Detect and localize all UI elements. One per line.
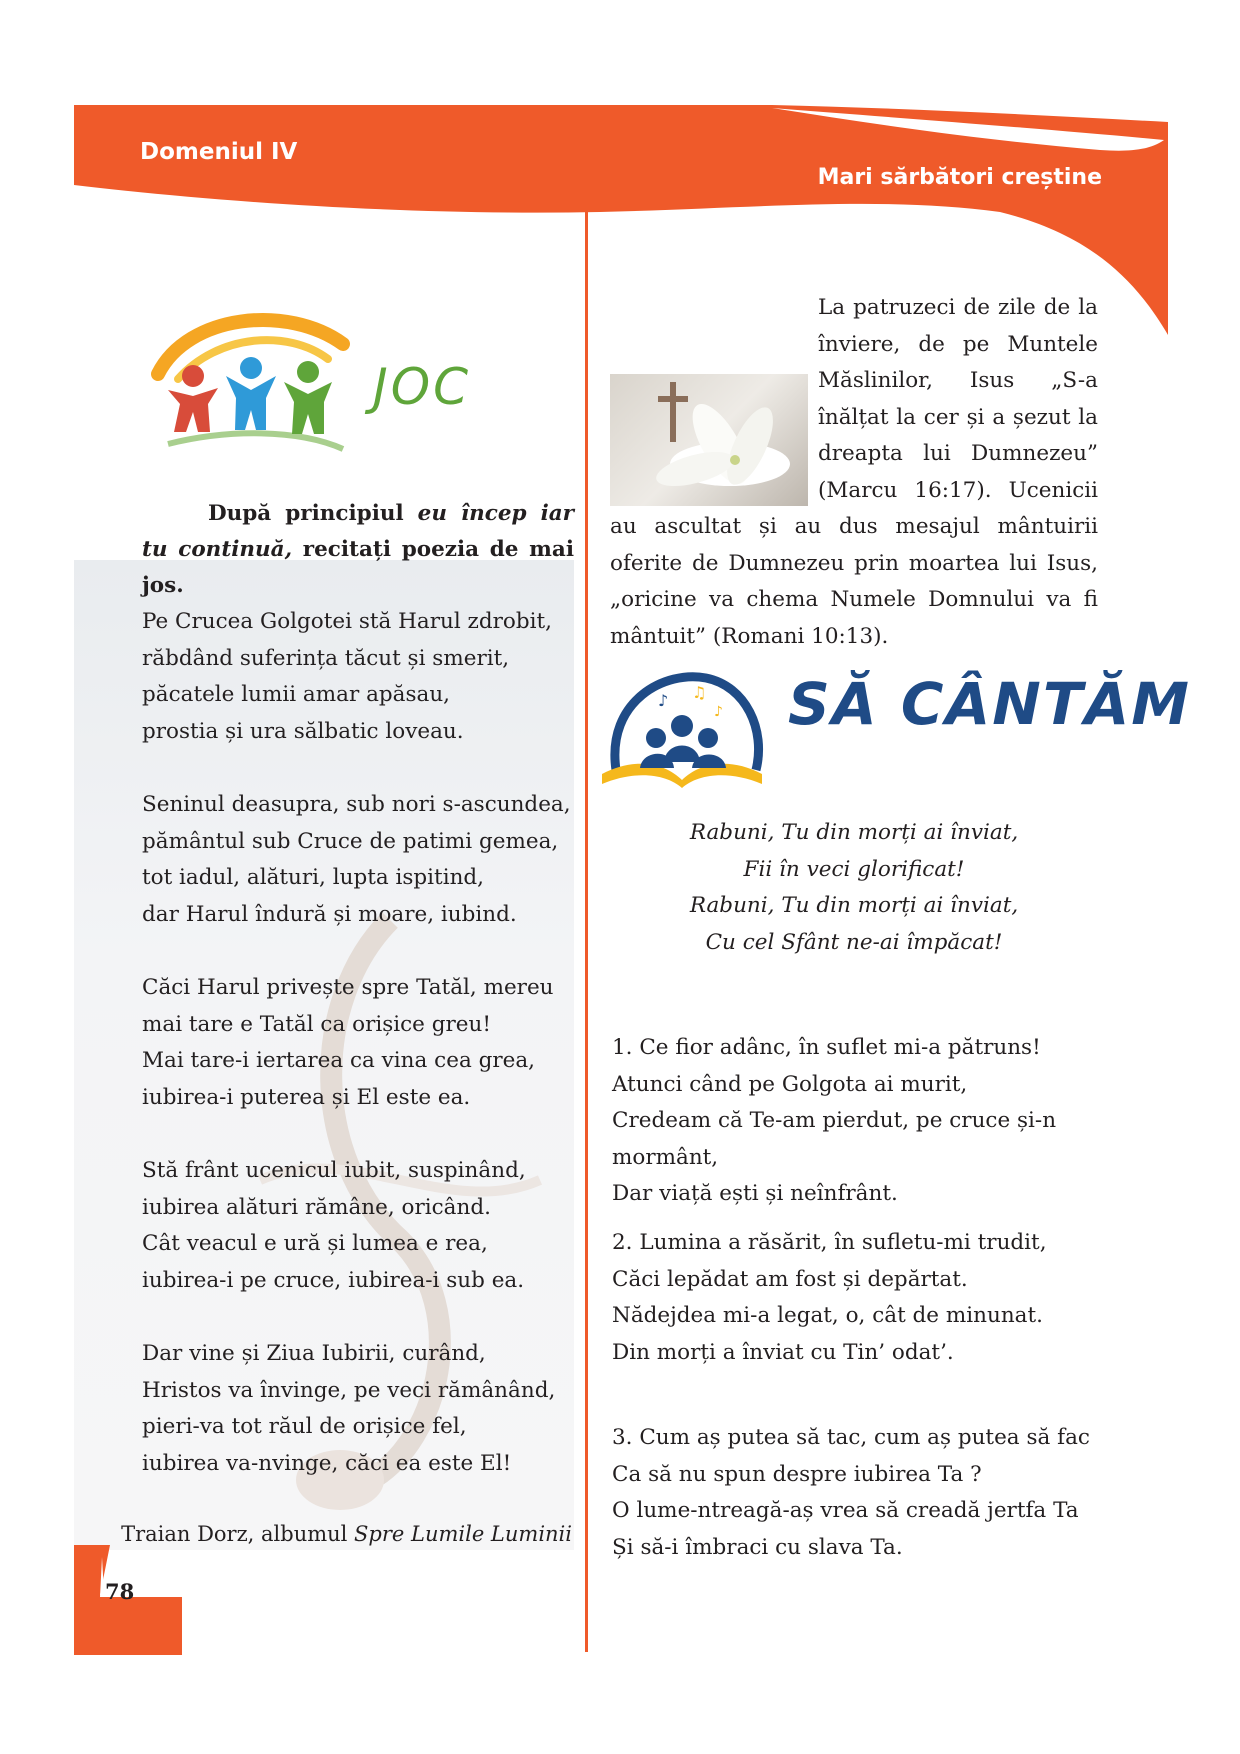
verse-line: Credeam că Te-am pierdut, pe cruce și-n mormânt, [612,1108,1057,1170]
poem-stanza [142,1336,572,1482]
poem-line: Hristos va învinge, pe veci rămânând, [142,1377,556,1403]
verse-line: 2. Lumina a răsărit, în sufletu-mi trudit, [612,1230,1047,1255]
svg-text:♫: ♫ [692,683,707,702]
song-refrain [610,815,1098,961]
refrain-line: Fii în veci glorificat! [743,856,965,882]
poem-line: Căci Harul privește spre Tatăl, mereu [142,975,554,1000]
instruction-prefix: După principiul [208,501,418,526]
cantam-title: SĂ CÂNTĂM [788,670,1192,738]
chapter-title: Mari sărbători creștine [817,165,1102,190]
song-verse-2 [612,1225,1102,1371]
poem [142,604,572,1519]
poem-line: Cât veacul e ură și lumea e rea, [142,1231,488,1256]
verse-line: Și să-i îmbraci cu slava Ta. [612,1534,903,1560]
verse-line: Atunci când pe Golgota ai murit, [612,1071,968,1097]
poem-line: pământul sub Cruce de patimi gemea, [142,828,559,854]
joc-title: JOC [373,358,472,416]
poem-line: tot iadul, alături, lupta ispitind, [142,865,485,890]
sa-cantam-logo-icon [596,660,768,788]
poem-line: iubirea-i puterea și El este ea. [142,1084,471,1110]
svg-text:♪: ♪ [658,691,669,710]
verse-line: Din morți a înviat cu Tin’ odat’. [612,1339,954,1365]
poem-stanza [142,604,572,750]
poem-line: Dar vine și Ziua Iubirii, curând, [142,1341,486,1366]
poem-line: păcatele lumii amar apăsau, [142,682,451,707]
verse-line: Căci lepădat am fost și depărtat. [612,1266,968,1292]
poem-line: Pe Crucea Golgotei stă Harul zdrobit, [142,609,552,634]
image-spacer [610,364,818,504]
verse-line: 1. Ce fior adânc, în suflet mi-a pătruns! [612,1035,1041,1060]
domain-label: Domeniul IV [140,139,298,165]
joc-logo-icon [148,304,353,454]
poem-line: răbdând suferința tăcut și smerit, [142,645,510,671]
poem-stanza [142,970,572,1116]
verse-line: Ca să nu spun despre iubirea Ta ? [612,1461,982,1487]
verse-line: Dar viață ești și neînfrânt. [612,1181,898,1206]
poem-line: Stă frânt ucenicul iubit, suspinând, [142,1158,526,1183]
poem-stanza [142,787,572,933]
page-number: 78 [105,1579,135,1604]
poem-author [121,1516,572,1553]
poem-line: dar Harul îndură și moare, iubind. [142,901,517,927]
refrain-line: Rabuni, Tu din morți ai înviat, [689,820,1019,845]
poem-line: iubirea va-nvinge, căci ea este El! [142,1450,512,1476]
verse-line: Nădejdea mi-a legat, o, cât de minunat. [612,1303,1043,1328]
refrain-line: Rabuni, Tu din morți ai înviat, [689,893,1019,918]
poem-line: iubirea alături rămâne, oricând. [142,1194,491,1220]
poem-line: pieri-va tot răul de orișice fel, [142,1414,467,1439]
song-verse-1 [612,1030,1102,1213]
album-title: Spre Lumile Luminii [354,1522,572,1546]
poem-line: Seninul deasupra, sub nori s-ascundea, [142,792,571,817]
song-verse-3 [612,1420,1102,1566]
refrain-line: Cu cel Sfânt ne-ai împăcat! [705,929,1003,955]
joc-instruction [142,496,574,604]
poem-line: Mai tare-i iertarea ca vina cea grea, [142,1048,536,1073]
poem-line: iubirea-i pe cruce, iubirea-i sub ea. [142,1267,525,1293]
verse-line: O lume-ntreagă-aș vrea să creadă jertfa Ta [612,1498,1079,1523]
instruction-italic: eu încep iar tu continuă, [142,501,574,562]
intro-text: La patruzeci de zile de la înviere, de pe Muntele Măslinilor, Isus „S-a înălțat la cer și a șezut la dreapta lui Dumnezeu” (Marcu 16:17). Ucenicii au ascultat și au dus mesajul mântuirii oferite de Dumnezeu prin moartea lui Isus, „oricine va chema Numele Domnului va fi mântuit” (Romani 10:13). [610,295,1098,649]
svg-text:♪: ♪ [714,704,723,720]
instruction-suffix: recitați poezia de mai jos. [142,537,574,598]
author-name: Traian Dorz, albumul [121,1522,355,1546]
poem-line: prostia și ura sălbatic loveau. [142,718,464,744]
poem-stanza [142,1153,572,1299]
intro-paragraph [610,290,1098,655]
poem-line: mai tare e Tatăl ca orișice greu! [142,1011,491,1037]
column-divider [585,212,588,1652]
verse-line: 3. Cum aș putea să tac, cum aș putea să fac [612,1425,1090,1450]
